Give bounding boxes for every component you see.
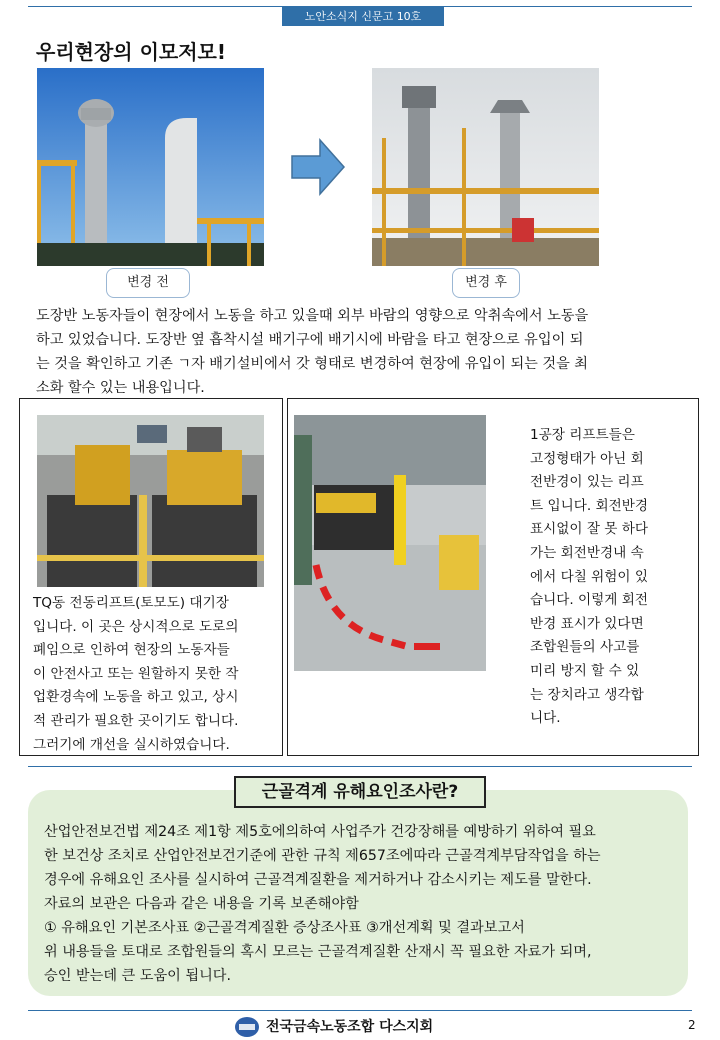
text-line: 트 입니다. 회전반경 bbox=[530, 497, 649, 514]
text-line: 전반경이 있는 리프 bbox=[530, 474, 644, 491]
union-name: 전국금속노동조합 다스지회 bbox=[266, 1019, 434, 1035]
footer-rule bbox=[28, 1010, 692, 1011]
text-line: 에서 다칠 위험이 있 bbox=[530, 568, 649, 585]
text-line: 이 안전사고 또는 원할하지 못한 작 bbox=[33, 665, 239, 682]
lift-parking-description bbox=[33, 592, 281, 757]
text-line: 습니다. 이렇게 회전 bbox=[530, 592, 649, 609]
text-line: 가는 회전반경내 속 bbox=[530, 544, 644, 561]
text-line: 는 장치라고 생각합 bbox=[530, 686, 644, 703]
page-title: 우리현장의 이모저모! bbox=[36, 40, 226, 64]
panel-line: 경우에 유해요인 조사를 실시하여 근골격계질환을 제거하거나 감소시키는 제도를 말한다. bbox=[44, 872, 592, 888]
text-line: 업환경속에 노동을 하고 있고, 상시 bbox=[33, 689, 239, 706]
intro-line: 는 것을 확인하고 기존 ㄱ자 배기설비에서 갓 형태로 변경하여 현장에 유입이 되는 것을 최 bbox=[36, 356, 589, 372]
text-line: 입니다. 이 곳은 상시적으로 도로의 bbox=[33, 618, 239, 635]
text-line: 적 관리가 필요한 곳이기도 합니다. bbox=[33, 712, 239, 729]
page-number: 2 bbox=[688, 1018, 696, 1032]
panel-line: ① 유해요인 기본조사표 ②근골격계질환 증상조사표 ③개선계획 및 결과보고서 bbox=[44, 920, 525, 936]
after-exhaust-photo bbox=[372, 68, 599, 266]
panel-line: 산업안전보건법 제24조 제1항 제5호에의하여 사업주가 건강장해를 예방하기 위하여 필요 bbox=[44, 824, 596, 840]
intro-line: 도장반 노동자들이 현장에서 노동을 하고 있을때 외부 바람의 영향으로 악취속에서 노동을 bbox=[36, 308, 589, 324]
section-title: 근골격계 유해요인조사란? bbox=[234, 776, 486, 808]
text-line: 고정형태가 아닌 회 bbox=[530, 450, 644, 467]
intro-line: 하고 있었습니다. 도장반 옆 흡착시설 배기구에 배기시에 바람을 타고 현장으로 유입이 되 bbox=[36, 332, 584, 348]
text-line: 니다. bbox=[530, 710, 561, 727]
right-arrow-icon bbox=[290, 138, 346, 196]
before-exhaust-photo bbox=[37, 68, 264, 266]
panel-line: 위 내용들을 토대로 조합원들의 혹시 모르는 근골격계질환 산재시 꼭 필요한 자료가 되며, bbox=[44, 944, 592, 960]
intro-paragraph bbox=[36, 304, 676, 400]
text-line: 조합원들의 사고를 bbox=[530, 639, 640, 656]
text-line: TQ동 전동리프트(토모도) 대기장 bbox=[33, 595, 229, 611]
union-logo-icon bbox=[234, 1016, 260, 1038]
before-caption: 변경 전 bbox=[106, 268, 190, 298]
newsletter-issue-tab: 노안소식지 신문고 10호 bbox=[282, 7, 444, 26]
intro-line: 소화 할수 있는 내용입니다. bbox=[36, 380, 205, 396]
text-line: 그러기에 개선을 실시하였습니다. bbox=[33, 736, 230, 753]
text-line: 반경 표시가 있다면 bbox=[530, 615, 644, 632]
text-line: 표시없이 잘 못 하다 bbox=[530, 521, 649, 538]
section-divider bbox=[28, 766, 692, 767]
panel-line: 자료의 보관은 다음과 같은 내용을 기록 보존해야함 bbox=[44, 896, 359, 912]
text-line: 폐임으로 인하여 현장의 노동자들 bbox=[33, 642, 230, 659]
after-caption: 변경 후 bbox=[452, 268, 520, 298]
panel-line: 한 보건상 조치로 산업안전보건기준에 관한 규칙 제657조에따라 근골격계부담작업을 하는 bbox=[44, 848, 601, 864]
text-line: 미리 방지 할 수 있 bbox=[530, 662, 640, 679]
text-line: 1공장 리프트들은 bbox=[530, 427, 635, 443]
lift-rotation-photo bbox=[294, 415, 486, 671]
lift-rotation-description bbox=[530, 424, 698, 731]
panel-line: 승인 받는데 큰 도움이 됩니다. bbox=[44, 968, 232, 984]
lift-parking-photo bbox=[37, 415, 264, 587]
